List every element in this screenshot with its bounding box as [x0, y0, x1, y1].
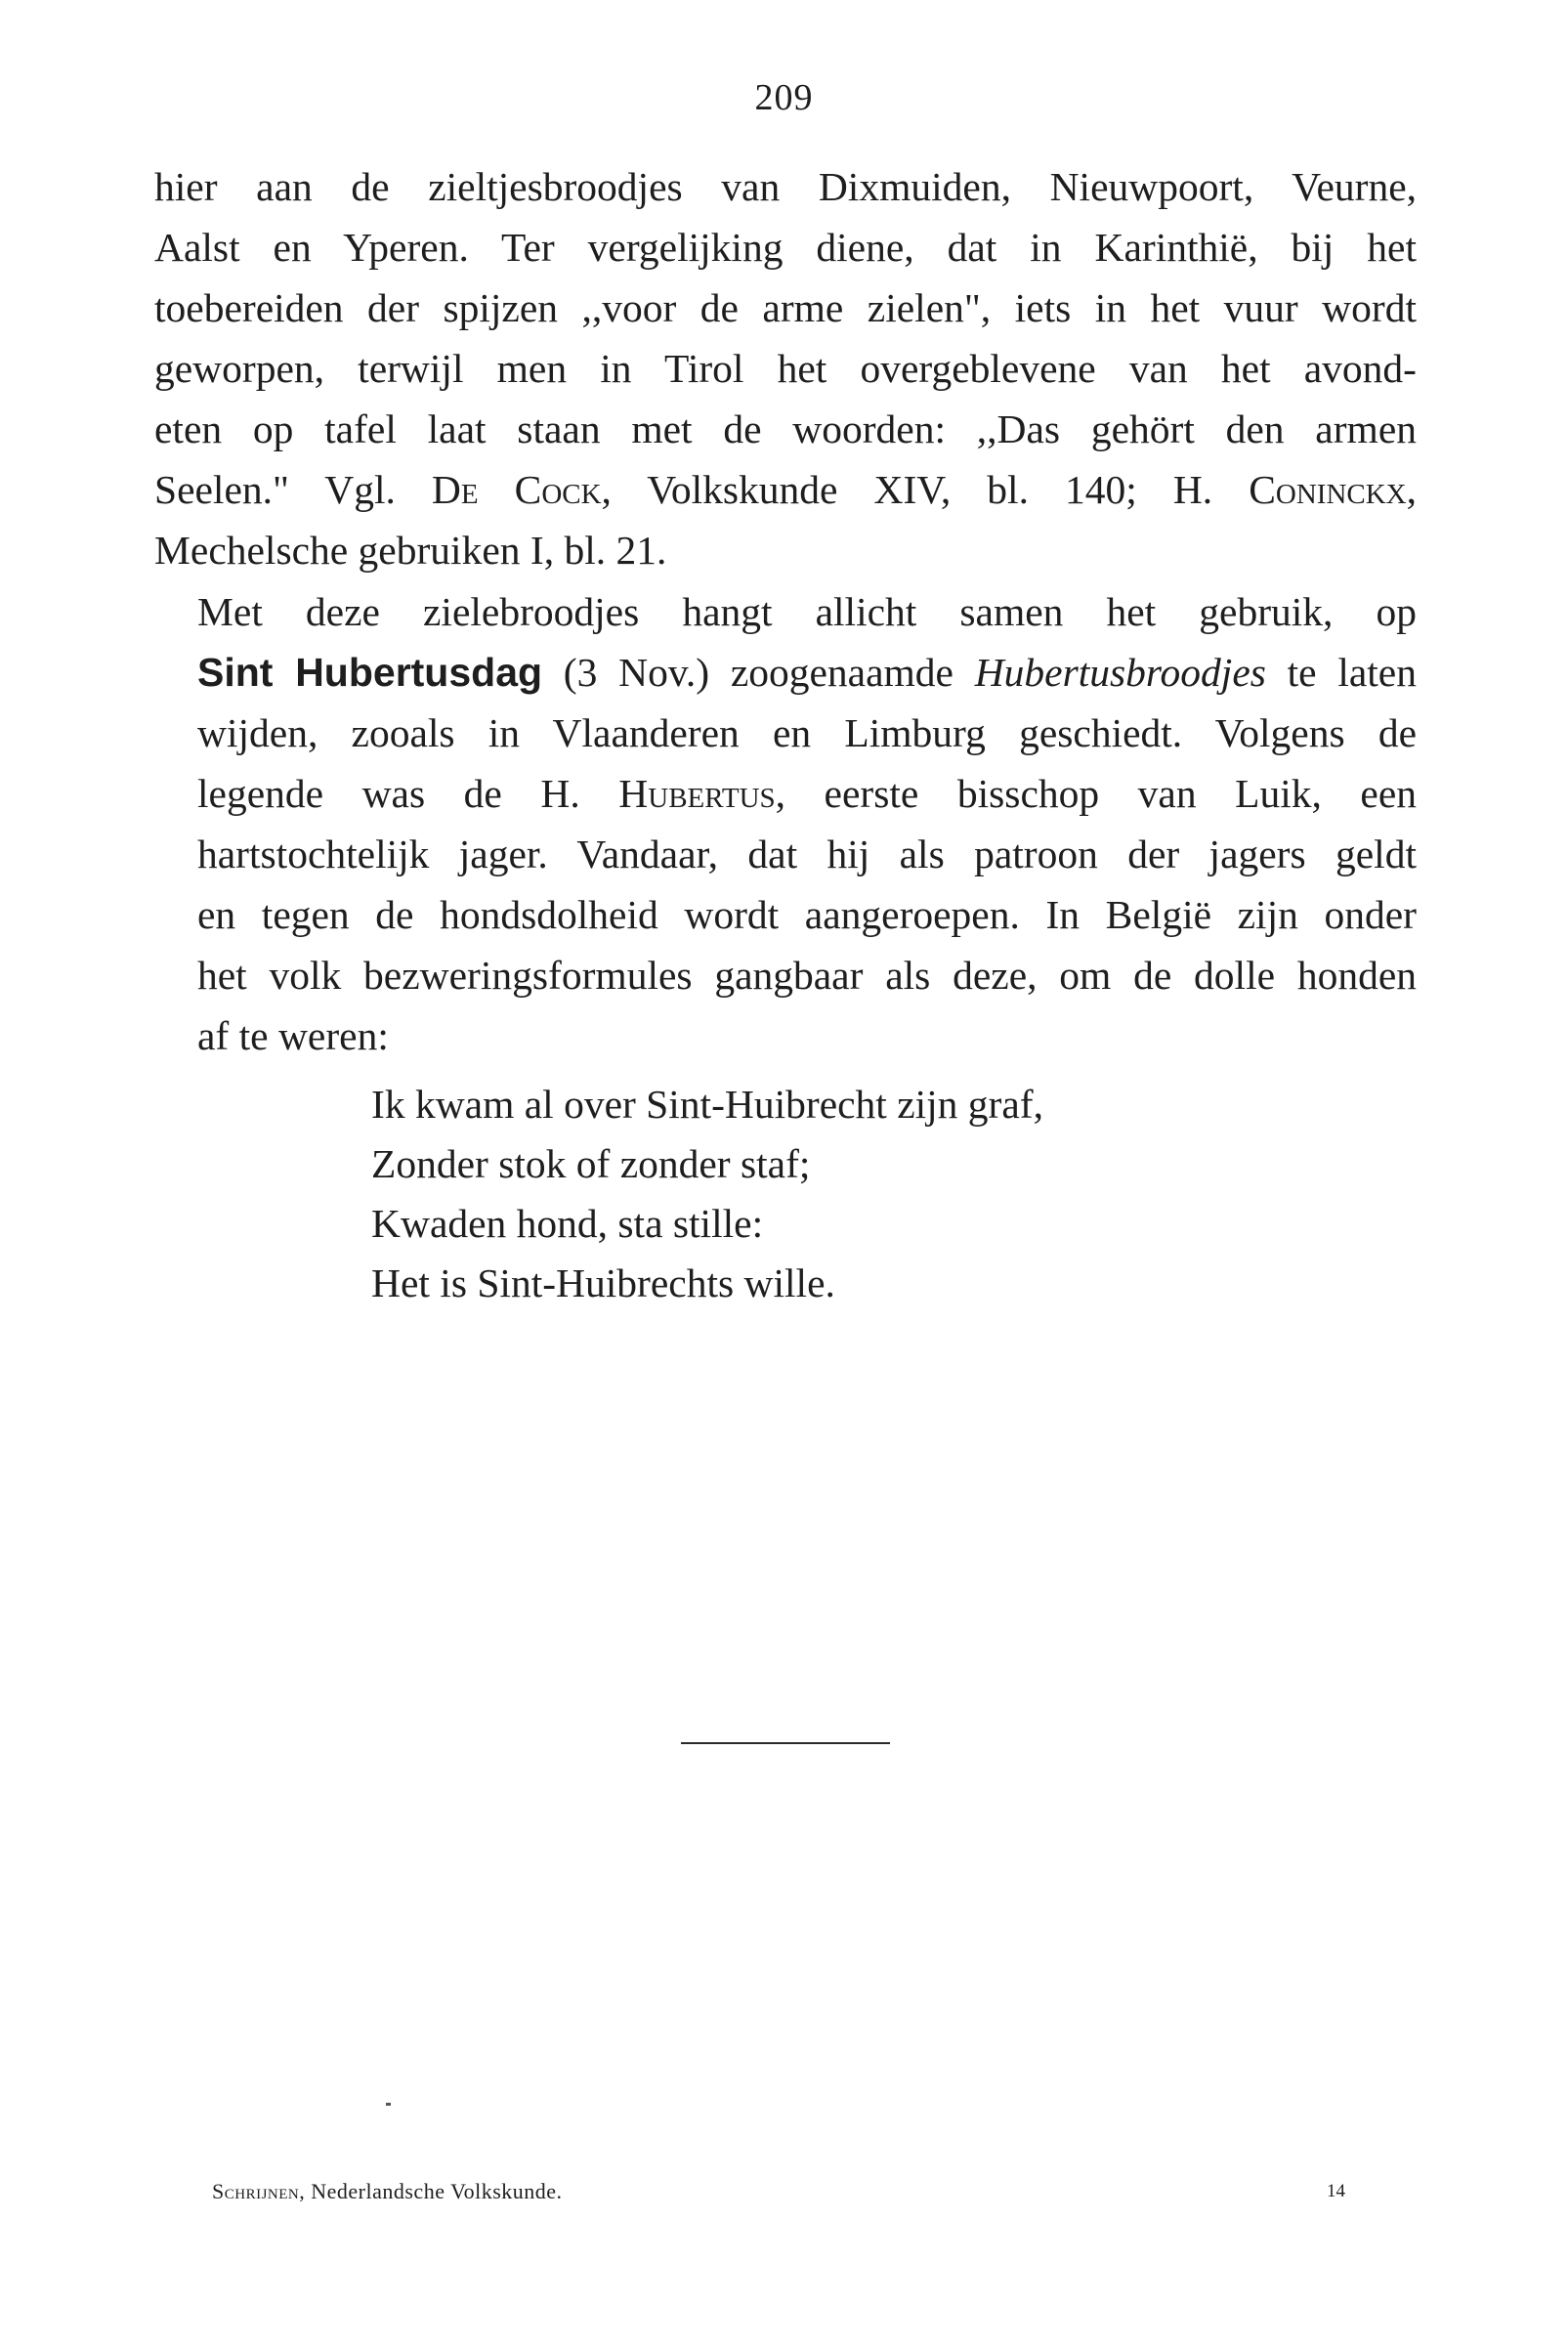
text-line: Aalst en Yperen. Ter vergelijking diene, dat in Karinthië, bij het	[154, 225, 1417, 270]
text-line: hier aan de zieltjesbroodjes van Dixmuiden, Nieuwpoort, Veurne,	[154, 164, 1417, 209]
text-line: af te weren:	[197, 1013, 389, 1058]
text-line: hartstochtelijk jager. Vandaar, dat hij als patroon der jagers geldt	[197, 832, 1417, 876]
poem-line: Kwaden hond, sta stille:	[371, 1201, 764, 1246]
text-line	[154, 459, 1417, 520]
text-line	[154, 763, 1417, 824]
text-line: eten op tafel laat staan met de woorden: ,,Das gehört den armen	[154, 406, 1417, 451]
footer-imprint	[212, 2179, 563, 2204]
text-line: wijden, zooals in Vlaanderen en Limburg geschiedt. Volgens de	[197, 710, 1417, 755]
text-segment: te laten	[1265, 650, 1417, 695]
text-segment: , Volkskunde XIV, bl. 140; H.	[601, 467, 1213, 512]
page-number: 209	[754, 77, 814, 118]
section-divider	[681, 1742, 890, 1744]
text-segment: ,	[1406, 467, 1418, 512]
author-name: De Cock	[431, 467, 602, 512]
text-line: toebereiden der spijzen ,,voor de arme zielen", iets in het vuur wordt	[154, 285, 1417, 330]
text-segment: Seelen." Vgl.	[154, 467, 396, 512]
signature-mark: 14	[1327, 2181, 1345, 2201]
poem-block	[371, 1075, 1043, 1313]
saint-name: Hubertus	[618, 771, 776, 816]
text-line: geworpen, terwijl men in Tirol het overgeblevene van het avond-	[154, 346, 1417, 391]
footer-title: , Nederlandsche Volkskunde.	[299, 2179, 563, 2203]
paragraph-1	[154, 156, 1417, 580]
author-name: Coninckx	[1249, 467, 1407, 512]
poem-line: Zonder stok of zonder staf;	[371, 1141, 811, 1186]
paragraph-2	[154, 581, 1417, 1066]
text-line: het volk bezweringsformules gangbaar als deze, om de dolle honden	[197, 953, 1417, 998]
text-line: Met deze zielebroodjes hangt allicht samen het gebruik, op	[197, 589, 1417, 634]
poem-line: Ik kwam al over Sint-Huibrecht zijn graf,	[371, 1082, 1043, 1127]
print-speck	[386, 2103, 391, 2106]
poem-line: Het is Sint-Huibrechts wille.	[371, 1260, 835, 1305]
text-line	[154, 642, 1417, 703]
text-segment: legende was de H.	[197, 771, 580, 816]
text-line: en tegen de hondsdolheid wordt aangeroepen. In België zijn onder	[197, 892, 1417, 937]
footer-author: Schrijnen	[212, 2179, 300, 2203]
bold-heading-term: Sint Hubertusdag	[197, 650, 543, 695]
text-line: Mechelsche gebruiken I, bl. 21.	[154, 528, 667, 573]
italic-term: Hubertusbroodjes	[974, 650, 1266, 695]
text-segment: (3 Nov.) zoogenaamde	[542, 650, 975, 695]
text-segment: , eerste bisschop van Luik, een	[775, 771, 1418, 816]
